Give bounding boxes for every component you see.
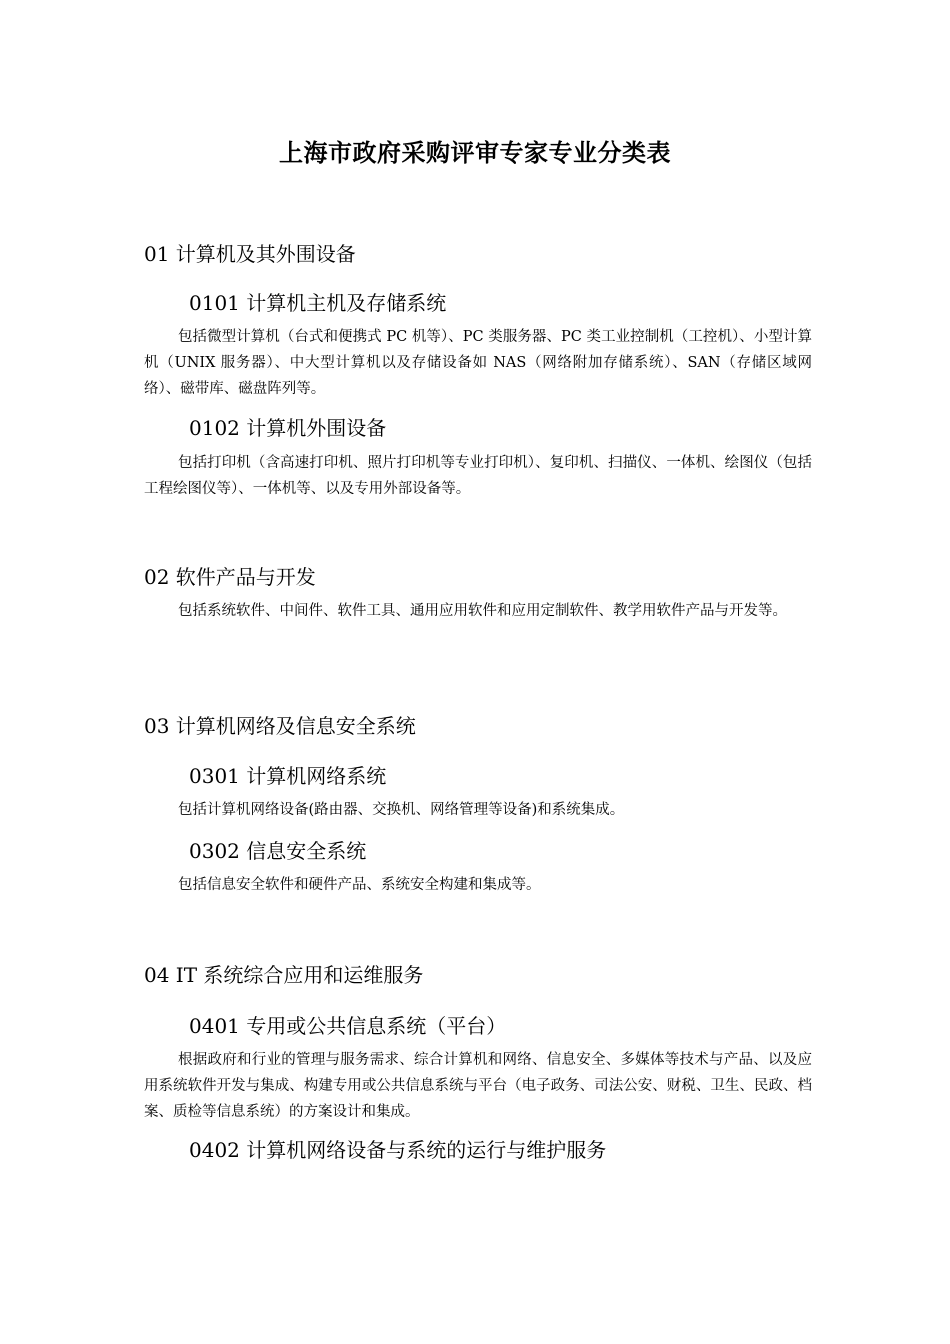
subsection-0401-text: 根据政府和行业的管理与服务需求、综合计算机和网络、信息安全、多媒体等技术与产品、以及应用系统软件开发与集成、构建专用或公共信息系统与平台（电子政务、司法公安、财税、卫生、民政、档案、质检等信息系统）的方案设计和集成。 — [144, 1052, 812, 1120]
section-03-heading: 03 计算机网络及信息安全系统 — [144, 714, 416, 738]
subsection-0302-text: 包括信息安全软件和硬件产品、系统安全构建和集成等。 — [178, 877, 541, 893]
section-02-heading: 02 软件产品与开发 — [144, 565, 316, 589]
subsection-0101-heading: 0101 计算机主机及存储系统 — [189, 291, 447, 315]
subsection-0401-heading: 0401 专用或公共信息系统（平台） — [189, 1014, 507, 1038]
section-01-heading: 01 计算机及其外围设备 — [144, 242, 356, 266]
subsection-0402-heading: 0402 计算机网络设备与系统的运行与维护服务 — [189, 1138, 607, 1162]
section-04-heading: 04 IT 系统综合应用和运维服务 — [144, 963, 424, 987]
subsection-0101-text: 包括微型计算机（台式和便携式 PC 机等）、PC 类服务器、PC 类工业控制机（工控机）、小型计算机（UNIX 服务器）、中大型计算机以及存储设备如 NAS（网络附加存储系统）、SAN（存储区域网络）、磁带库、磁盘阵列等。 — [144, 329, 812, 397]
subsection-0102-heading: 0102 计算机外围设备 — [189, 416, 387, 440]
section-02-text: 包括系统软件、中间件、软件工具、通用应用软件和应用定制软件、教学用软件产品与开发等。 — [178, 603, 787, 619]
subsection-0102-text: 包括打印机（含高速打印机、照片打印机等专业打印机）、复印机、扫描仪、一体机、绘图仪（包括工程绘图仪等）、一体机等、以及专用外部设备等。 — [144, 455, 812, 497]
subsection-0301-text: 包括计算机网络设备(路由器、交换机、网络管理等设备)和系统集成。 — [178, 802, 625, 818]
subsection-0301-heading: 0301 计算机网络系统 — [189, 764, 387, 788]
document-title: 上海市政府采购评审专家专业分类表 — [279, 138, 671, 167]
subsection-0302-heading: 0302 信息安全系统 — [189, 839, 367, 863]
